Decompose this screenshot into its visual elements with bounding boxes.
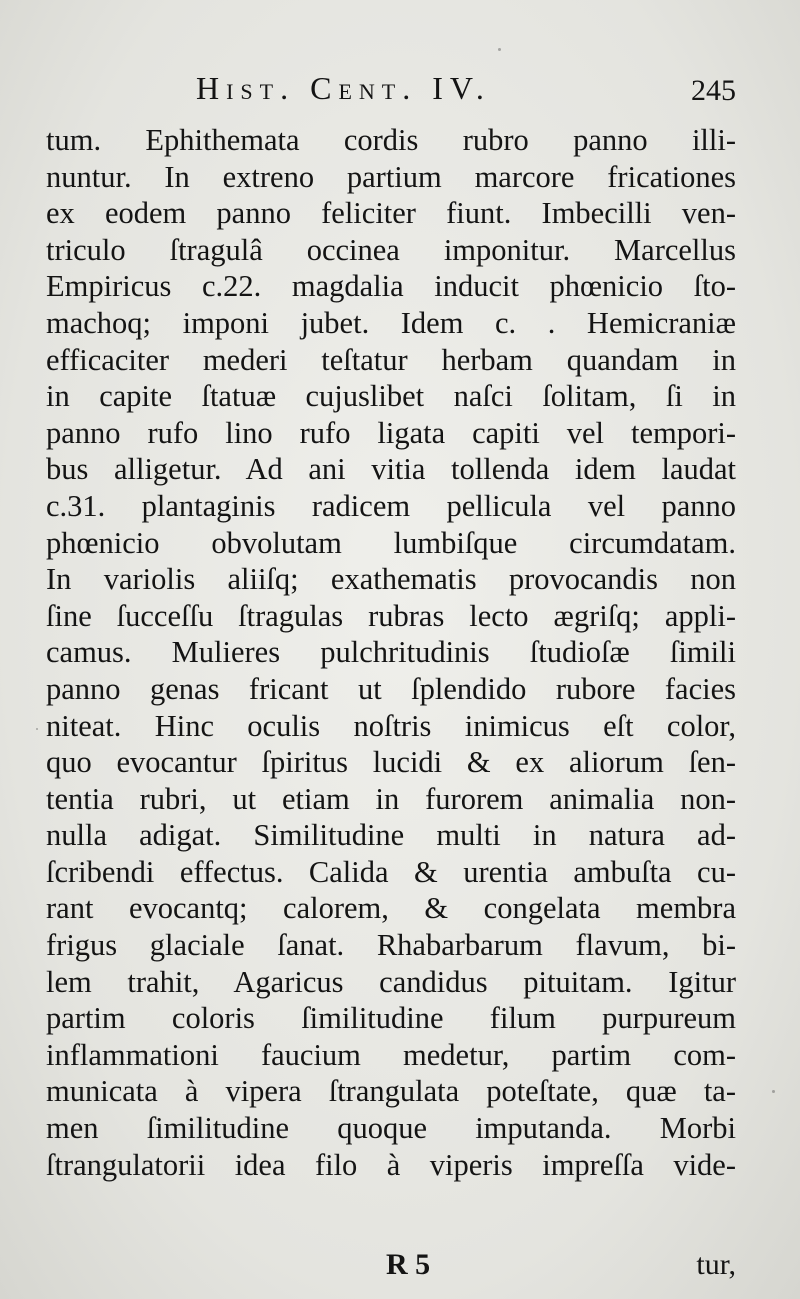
text-line: tentia rubri, ut etiam in furorem animalia non- [46,781,736,816]
text-line: panno rufo lino rufo ligata capiti vel tempori- [46,415,736,450]
signature-mark: R 5 [386,1248,431,1281]
text-line: ſine ſucceſſu ſtragulas rubras lecto ægriſq; appli- [46,598,736,633]
text-line: quo evocantur ſpiritus lucidi & ex aliorum ſen- [46,745,736,780]
running-title: Hist. Cent. IV. [196,70,491,106]
body-text [46,122,736,1183]
text-line: c.31. plantaginis radicem pellicula vel panno [46,488,736,523]
text-line: men ſimilitudine quoque imputanda. Morbi [46,1111,736,1146]
page-number: 245 [691,74,736,107]
text-line: inflammationi faucium medetur, partim com- [46,1037,736,1072]
text-line: in capite ſtatuæ cujuslibet naſci ſolitam, ſi in [46,379,736,414]
text-line: nuntur. In extreno partium marcore fricationes [46,159,736,194]
text-line: municata à vipera ſtrangulata poteſtate, quæ ta- [46,1074,736,1109]
text-line: panno genas fricant ut ſplendido rubore facies [46,671,736,706]
paper-speck [772,1090,775,1093]
text-line: lem trahit, Agaricus candidus pituitam. Igitur [46,964,736,999]
text-line: niteat. Hinc oculis noſtris inimicus eſt color, [46,708,736,743]
catchword: tur, [696,1248,736,1281]
text-line: In variolis aliiſq; exathematis provocandis non [46,562,736,597]
text-line: tum. Ephithemata cordis rubro panno illi- [46,123,736,157]
text-line: ſtrangulatorii idea filo à viperis impreſſa vide- [46,1147,736,1182]
text-line: triculo ſtragulâ occinea imponitur. Marcellus [46,232,736,267]
page-footer [46,1248,736,1288]
text-line: nulla adigat. Similitudine multi in natura ad- [46,818,736,853]
text-line: ex eodem panno feliciter fiunt. Imbecilli ven- [46,196,736,231]
text-line: ſcribendi effectus. Calida & urentia ambuſta cu- [46,854,736,889]
text-line: machoq; imponi jubet. Idem c. . Hemicraniæ [46,305,736,340]
page-header [196,70,736,114]
text-line: rant evocantq; calorem, & congelata membra [46,891,736,926]
text-line: phœnicio obvolutam lumbiſque circumdatam. [46,525,736,560]
paper-speck [498,48,501,51]
text-line: bus alligetur. Ad ani vitia tollenda idem laudat [46,452,736,487]
text-line: partim coloris ſimilitudine filum purpureum [46,1001,736,1036]
paper-speck [36,728,38,730]
text-line: efficaciter mederi teſtatur herbam quandam in [46,342,736,377]
text-line: Empiricus c.22. magdalia inducit phœnicio ſto- [46,269,736,304]
text-line: camus. Mulieres pulchritudinis ſtudioſæ ſimili [46,635,736,670]
text-line: frigus glaciale ſanat. Rhabarbarum flavum, bi- [46,928,736,963]
